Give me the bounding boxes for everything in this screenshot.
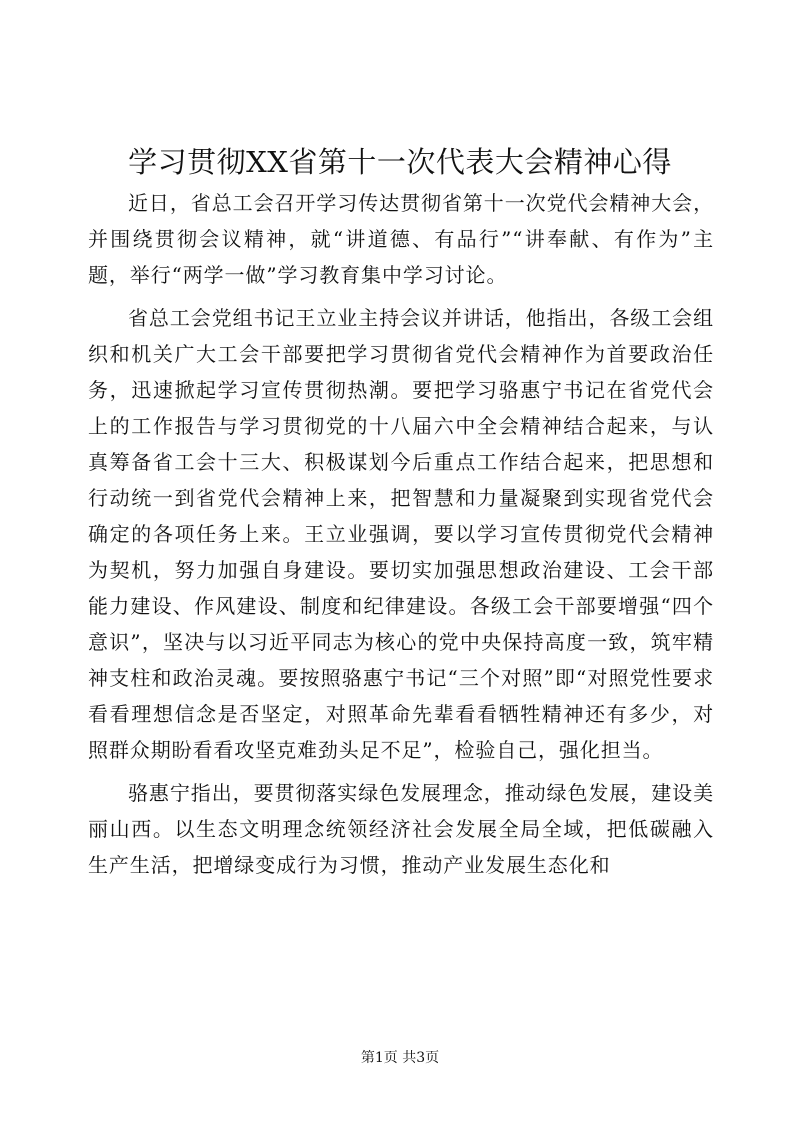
document-title: 学习贯彻XX省第十一次代表大会精神心得	[128, 145, 672, 179]
paragraph-1: 近日，省总工会召开学习传达贯彻省第十一次党代会精神大会，并围绕贯彻会议精神，就“讲道德、有品行”“讲奉献、有作为”主题，举行“两学一做”学习教育集中学习讨论。	[88, 191, 714, 287]
paragraph-3: 骆惠宁指出，要贯彻落实绿色发展理念，推动绿色发展，建设美丽山西。以生态文明理念统领经济社会发展全局全域，把低碳融入生产生活，把增绿变成行为习惯，推动产业发展生态化和	[88, 781, 714, 877]
document-body	[88, 185, 714, 890]
paragraph-2: 省总工会党组书记王立业主持会议并讲话，他指出，各级工会组织和机关广大工会干部要把学习贯彻省党代会精神作为首要政治任务，迅速掀起学习宣传贯彻热潮。要把学习骆惠宁书记在省党代会上的工作报告与学习贯彻党的十八届六中全会精神结合起来，与认真筹备省工会十三大、积极谋划今后重点工作结合起来，把思想和行动统一到省党代会精神上来，把智慧和力量凝聚到实现省党代会确定的各项任务上来。王立业强调，要以学习宣传贯彻党代会精神为契机，努力加强自身建设。要切实加强思想政治建设、工会干部能力建设、作风建设、制度和纪律建设。各级工会干部要增强“四个意识”，坚决与以习近平同志为核心的党中央保持高度一致，筑牢精神支柱和政治灵魂。要按照骆惠宁书记“三个对照”即“对照党性要求看看理想信念是否坚定，对照革命先辈看看牺牲精神还有多少，对照群众期盼看看攻坚克难劲头足不足”，检验自己，强化担当。	[88, 306, 714, 762]
page-footer: 第1页 共3页	[360, 1050, 440, 1066]
